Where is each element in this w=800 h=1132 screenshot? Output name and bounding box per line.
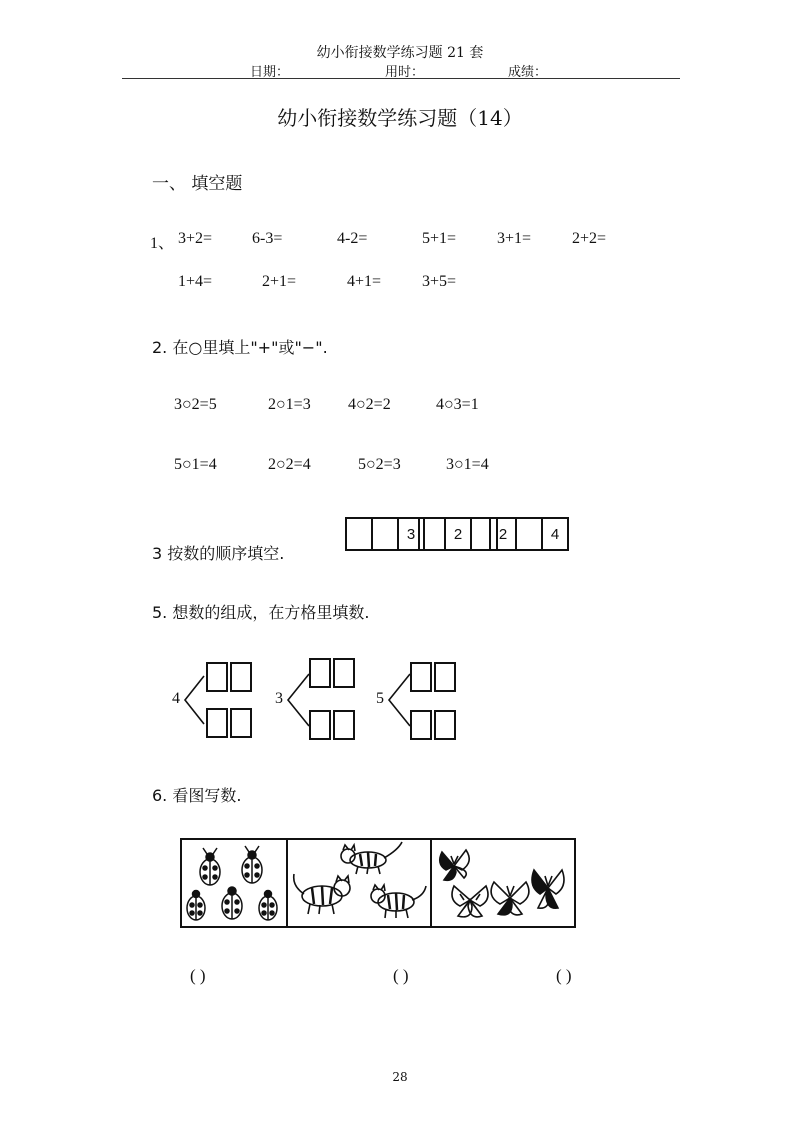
q1-expression: 2+2=: [572, 230, 607, 247]
q1-expression: 3+1=: [497, 230, 532, 247]
q5-prompt: 5. 想数的组成，在方格里填数.: [152, 603, 370, 622]
sequence-cell[interactable]: [515, 519, 541, 549]
q2-expression: 4○2=2: [348, 396, 391, 413]
sequence-box-group: [489, 517, 569, 551]
butterfly-icon: [432, 840, 572, 926]
q1-expression: 1+4=: [178, 273, 213, 290]
answer-box[interactable]: [206, 708, 228, 738]
page-number: 28: [392, 1070, 408, 1084]
answer-box[interactable]: [309, 710, 331, 740]
page-title: 幼小衔接数学练习题（14）: [277, 106, 523, 130]
header-title: 幼小衔接数学练习题 21 套: [316, 45, 484, 61]
sequence-cell[interactable]: 2: [444, 519, 470, 549]
composition-group: [172, 660, 262, 742]
section-heading: 一、 填空题: [152, 174, 243, 194]
answer-parentheses[interactable]: ( ): [556, 966, 572, 985]
answer-box[interactable]: [410, 662, 432, 692]
q2-expression: 3○2=5: [174, 396, 217, 413]
answer-box[interactable]: [230, 708, 252, 738]
q1-expression: 4-2=: [337, 230, 368, 247]
answer-box[interactable]: [309, 658, 331, 688]
q2-expression: 5○1=4: [174, 456, 217, 473]
answer-box[interactable]: [434, 710, 456, 740]
branch-lines: [182, 674, 206, 726]
q6-prompt: 6. 看图写数.: [152, 786, 242, 805]
answer-box[interactable]: [206, 662, 228, 692]
sequence-cell[interactable]: [420, 519, 444, 549]
q1-expression: 4+1=: [347, 273, 382, 290]
composition-number: 5: [376, 690, 384, 707]
answer-box[interactable]: [230, 662, 252, 692]
ladybug-icon: [182, 840, 286, 926]
picture-frame: [180, 838, 576, 928]
answer-box[interactable]: [333, 658, 355, 688]
q1-expression: 3+2=: [178, 230, 213, 247]
sequence-box-group: [345, 517, 425, 551]
q1-expression: 5+1=: [422, 230, 457, 247]
sequence-cell[interactable]: 3: [397, 519, 423, 549]
branch-lines: [285, 672, 311, 728]
q2-expression: 3○1=4: [446, 456, 489, 473]
sequence-box-group: [418, 517, 498, 551]
q1-expression: 6-3=: [252, 230, 283, 247]
q2-expression: 2○1=3: [268, 396, 311, 413]
composition-number: 3: [275, 690, 283, 707]
composition-number: 4: [172, 690, 180, 707]
header-rule: [122, 78, 680, 79]
composition-group: [275, 656, 365, 746]
sequence-cell[interactable]: [347, 519, 371, 549]
q1-expression: 2+1=: [262, 273, 297, 290]
sequence-cell[interactable]: 4: [541, 519, 567, 549]
sequence-cell[interactable]: [371, 519, 397, 549]
q2-expression: 5○2=3: [358, 456, 401, 473]
answer-box[interactable]: [434, 662, 456, 692]
q3-prompt: 3 按数的顺序填空.: [152, 544, 285, 563]
answer-parentheses[interactable]: ( ): [393, 966, 409, 985]
score-label: 成绩：: [508, 65, 548, 80]
cat-icon: [288, 840, 430, 926]
answer-box[interactable]: [410, 710, 432, 740]
answer-parentheses[interactable]: ( ): [190, 966, 206, 985]
q2-prompt: 2. 在○里填上"+"或"−".: [152, 338, 328, 357]
date-label: 日期：: [250, 65, 290, 80]
composition-group: [376, 660, 466, 745]
q1-expression: 3+5=: [422, 273, 457, 290]
branch-lines: [386, 672, 412, 728]
q1-number: 1、: [150, 235, 175, 252]
sequence-cell[interactable]: 2: [498, 525, 508, 543]
answer-box[interactable]: [333, 710, 355, 740]
q2-expression: 2○2=4: [268, 456, 311, 473]
time-label: 用时：: [385, 65, 425, 80]
q2-expression: 4○3=1: [436, 396, 479, 413]
